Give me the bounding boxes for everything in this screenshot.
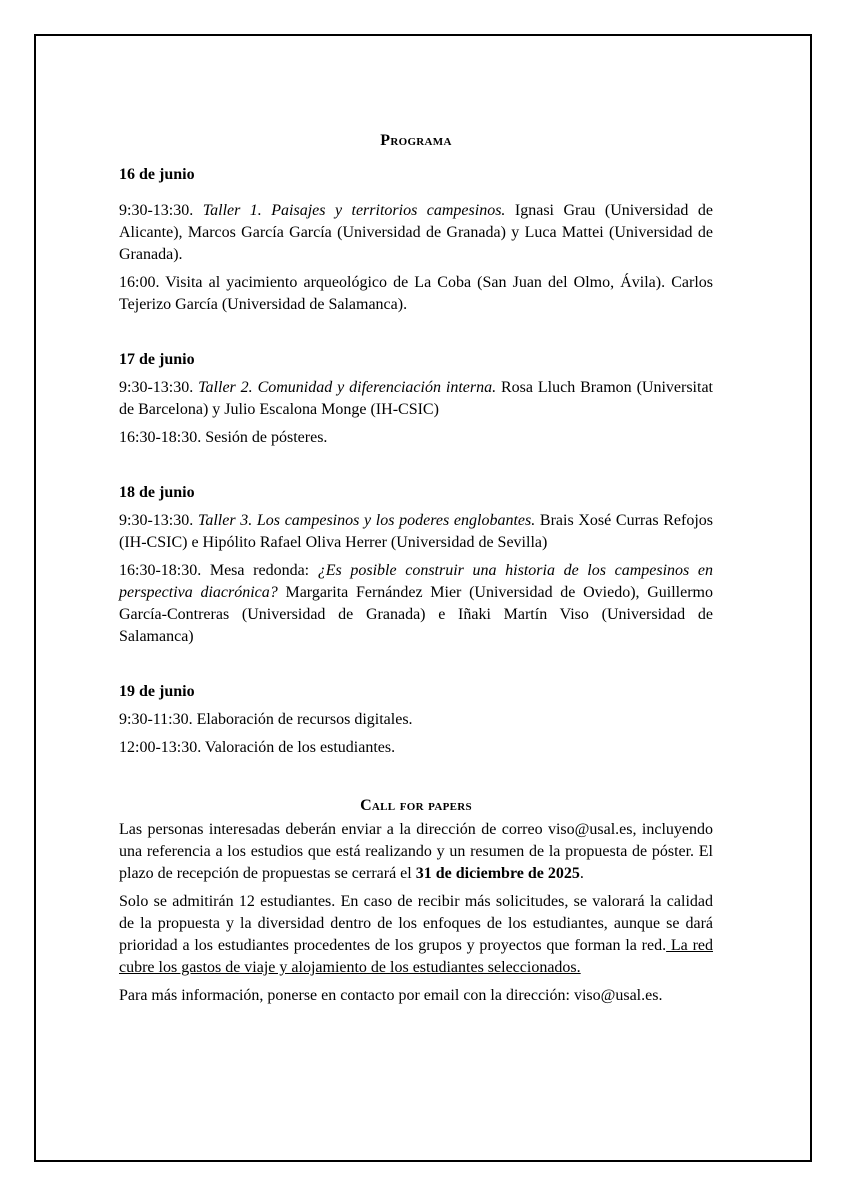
day-section: [119, 681, 713, 759]
day-date: 17 de junio: [119, 351, 195, 368]
item-speakers: Rosa Lluch Bramon (Universitat de Barcelona) y Julio Escalona Monge (IH-CSIC): [119, 379, 713, 418]
item-time: 16:30-18:30. Mesa redonda:: [119, 562, 318, 579]
item-time: 9:30-13:30.: [119, 202, 203, 219]
page-frame: [34, 34, 812, 1162]
travel-coverage-note: La red cubre los gastos de viaje y alojamiento de los estudiantes seleccionados.: [119, 937, 713, 976]
program-item: 16:00. Visita al yacimiento arqueológico de La Coba (San Juan del Olmo, Ávila). Carlos Tejerizo García (Universidad de Salamanca).: [119, 274, 713, 313]
document-body: [119, 132, 713, 1007]
program-item: 9:30-11:30. Elaboración de recursos digitales.: [119, 711, 413, 728]
item-title: Taller 2. Comunidad y diferenciación interna.: [198, 379, 497, 396]
item-speakers: Ignasi Grau (Universidad de Alicante), Marcos García García (Universidad de Granada) y Luca Mattei (Universidad de Granada).: [119, 202, 713, 263]
day-date: 16 de junio: [119, 166, 195, 183]
call-text: Solo se admitirán 12 estudiantes. En caso de recibir más solicitudes, se valorará la calidad de la propuesta y la diversidad dentro de los enfoques de los estudiantes, aunque se dará prioridad a los estudiantes procedentes de los grupos y proyectos que forman la red.: [119, 893, 713, 954]
program-item: [119, 377, 713, 421]
call-paragraph-2: [119, 891, 713, 979]
day-section: [119, 482, 713, 648]
call-text: Las personas interesadas deberán enviar a la dirección de correo viso@usal.es, incluyendo una referencia a los estudios que está realizando y un resumen de la propuesta de póster. El plazo de recepción de propuestas se cerrará el: [119, 821, 713, 882]
program-item: [119, 560, 713, 648]
program-item: 12:00-13:30. Valoración de los estudiantes.: [119, 739, 396, 756]
program-item: 16:30-18:30. Sesión de pósteres.: [119, 429, 328, 446]
call-paragraph-1: [119, 819, 713, 885]
program-item: [119, 200, 713, 266]
item-title: Taller 3. Los campesinos y los poderes englobantes.: [197, 512, 536, 529]
program-item: [119, 510, 713, 554]
item-title: ¿Es posible construir una historia de los campesinos en perspectiva diacrónica?: [119, 562, 713, 601]
item-speakers: Brais Xosé Curras Refojos (IH-CSIC) e Hipólito Rafael Oliva Herrer (Universidad de Sevilla): [119, 512, 714, 551]
item-time: 9:30-13:30.: [119, 512, 198, 529]
day-section: [119, 164, 713, 316]
day-date: 18 de junio: [119, 484, 195, 501]
call-for-papers-heading: Call for papers: [360, 797, 472, 814]
call-text: .: [579, 865, 584, 882]
programa-heading: Programa: [380, 132, 452, 149]
item-speakers: Margarita Fernández Mier (Universidad de Oviedo), Guillermo García-Contreras (Universidad de Granada) e Iñaki Martín Viso (Universidad de Salamanca): [119, 584, 713, 645]
day-section: [119, 349, 713, 449]
call-paragraph-3: Para más información, ponerse en contacto por email con la dirección: viso@usal.es.: [119, 987, 663, 1004]
day-date: 19 de junio: [119, 683, 195, 700]
item-time: 9:30-13:30.: [119, 379, 199, 396]
deadline-date: 31 de diciembre de 2025: [415, 865, 580, 882]
item-title: Taller 1. Paisajes y territorios campesinos.: [202, 202, 506, 219]
